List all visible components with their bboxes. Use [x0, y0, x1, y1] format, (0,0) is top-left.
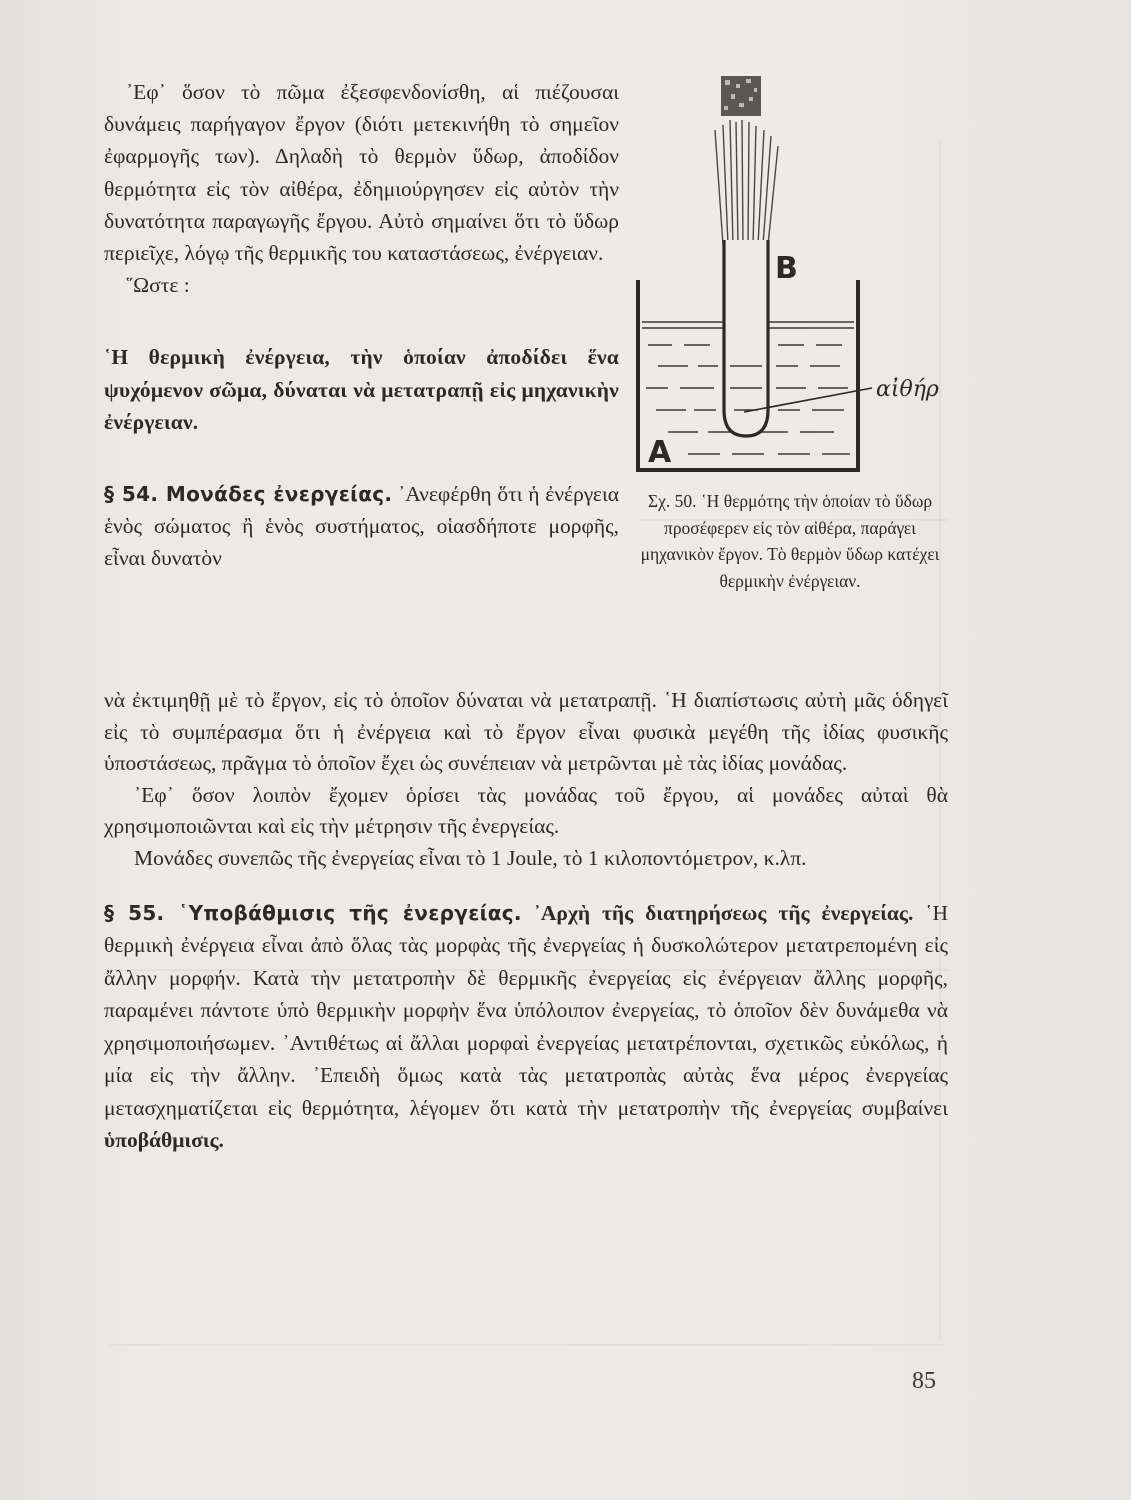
section-54-heading: § 54. Μονάδες ἐνεργείας.: [104, 482, 393, 507]
label-b: B: [775, 251, 798, 286]
section-54-text-column: ᾿Ανεφέρθη ὅτι ἡ ἐνέργεια ἑνὸς σώματος ἢ ἑνὸς συστήματος, οἱασδήποτε μορφῆς, εἶναι δυνατὸν: [104, 482, 620, 571]
section-55-end-term: ὑποβάθμισις.: [104, 1128, 224, 1153]
paragraph-ether-work: ᾿Εφ᾿ ὅσον τὸ πῶμα ἐξεσφενδονίσθη, αἱ πιέζουσαι δυνάμεις παρήγαγον ἔργον (διότι μετεκινήθη τὸ σημεῖον ἐφαρμογῆς των). Δηλαδὴ τὸ θερμὸν ὕδωρ, ἀποδίδον θερμότητα εἰς τὸν αἰθέρα, ἐδημιούργησεν εἰς αὐτὸν τὴν δυνατότητα παραγωγῆς ἔργου. Αὐτὸ σημαίνει ὅτι τὸ ὕδωρ περιεῖχε, λόγῳ τῆς θερμικῆς του καταστάσεως, ἐνέργειαν.: [104, 80, 619, 266]
figure-caption: Σχ. 50. ῾Η θερμότης τὴν ὁποίαν τὸ ὕδωρ προσέφερεν εἰς τὸν αἰθέρα, παράγει μηχανικὸν ἔργον. Τὸ θερμὸν ὕδωρ κατέχει θερμικὴν ἐνέργειαν.: [640, 491, 940, 591]
section-55-subheading: ᾿Αρχὴ τῆς διατηρήσεως τῆς ἐνεργείας.: [533, 900, 914, 925]
section-55-heading: § 55. ῾Υποβάθμισις τῆς ἐνεργείας.: [104, 900, 522, 925]
paragraph-conclusion-lead: ῞Ωστε :: [126, 273, 190, 298]
section-54-intro: [104, 478, 619, 575]
bold-statement: ῾Η θερμικὴ ἐνέργεια, τὴν ὁποίαν ἀποδίδει ἕνα ψυχόμενον σῶμα, δύναται νὰ μετατραπῇ εἰς μηχανικὴν ἐνέργειαν.: [104, 345, 619, 434]
page-number: 85: [912, 1368, 936, 1394]
ejection-rays: [715, 120, 778, 245]
label-a: A: [648, 435, 672, 470]
section-54-paragraph-2: ᾿Εφ᾿ ὅσον λοιπὸν ἔχομεν ὁρίσει τὰς μονάδας τοῦ ἔργου, αἱ μονάδες αὐταὶ θὰ χρησιμοποιῶνται καὶ εἰς τὴν μέτρησιν τῆς ἐνεργείας.: [104, 782, 948, 839]
section-54-paragraph-3: Μονάδες συνεπῶς τῆς ἐνεργείας εἶναι τὸ 1 Joule, τὸ 1 κιλοποντόμετρον, κ.λπ.: [134, 845, 807, 870]
section-55-text: ῾Η θερμικὴ ἐνέργεια εἶναι ἀπὸ ὅλας τὰς μορφὰς τῆς ἐνεργείας ἡ δυσκολώτερον μετατρεπομένη εἰς ἄλλην μορφήν. Κατὰ τὴν μετατροπὴν δὲ θερμικῆς ἐνεργείας εἰς ἐνέργειαν ἄλλης μορφῆς, παραμένει πάντοτε ὑπὸ θερμικὴν μορφὴν ἕνα ὑπόλοιπον ἐνεργείας, τὸ ὁποῖον δὲν δυνάμεθα νὰ χρησιμοποιήσωμεν. ᾿Αντιθέτως αἱ ἄλλαι μορφαὶ ἐνεργείας μετατρέπονται, σχετικῶς εὐκόλως, ἡ μία εἰς τὴν ἄλλην. ᾿Επειδὴ ὅμως κατὰ τὰς μετατροπὰς αὐτὰς ἕνα μέρος ἐνεργείας μετασχηματίζεται εἰς θερμότητα, λέγομεν ὅτι κατὰ τὴν μετατροπὴν τῆς ἐνεργείας συμβαίνει: [104, 900, 948, 1120]
test-tube-b: [724, 240, 768, 436]
figure-50: [628, 70, 948, 490]
section-54-continued: νὰ ἐκτιμηθῇ μὲ τὸ ἔργον, εἰς τὸ ὁποῖον δύναται νὰ μετατραπῇ. ῾Η διαπίστωσις αὐτὴ μᾶς ὁδηγεῖ εἰς τὸ συμπέρασμα ὅτι ἡ ἐνέργεια καὶ τὸ ἔργον εἶναι φυσικὰ μεγέθη τῆς ἰδίας φυσικῆς ὑποστάσεως, πρᾶγμα τὸ ὁποῖον ἔχει ὡς συνέπειαν νὰ μετρῶνται μὲ τὰς ἰδίας μονάδας.: [104, 688, 948, 776]
section-55: [104, 897, 948, 1157]
full-width-text: [104, 685, 948, 1157]
left-column: [104, 76, 619, 575]
label-ether: αἰθήρ: [876, 377, 939, 402]
